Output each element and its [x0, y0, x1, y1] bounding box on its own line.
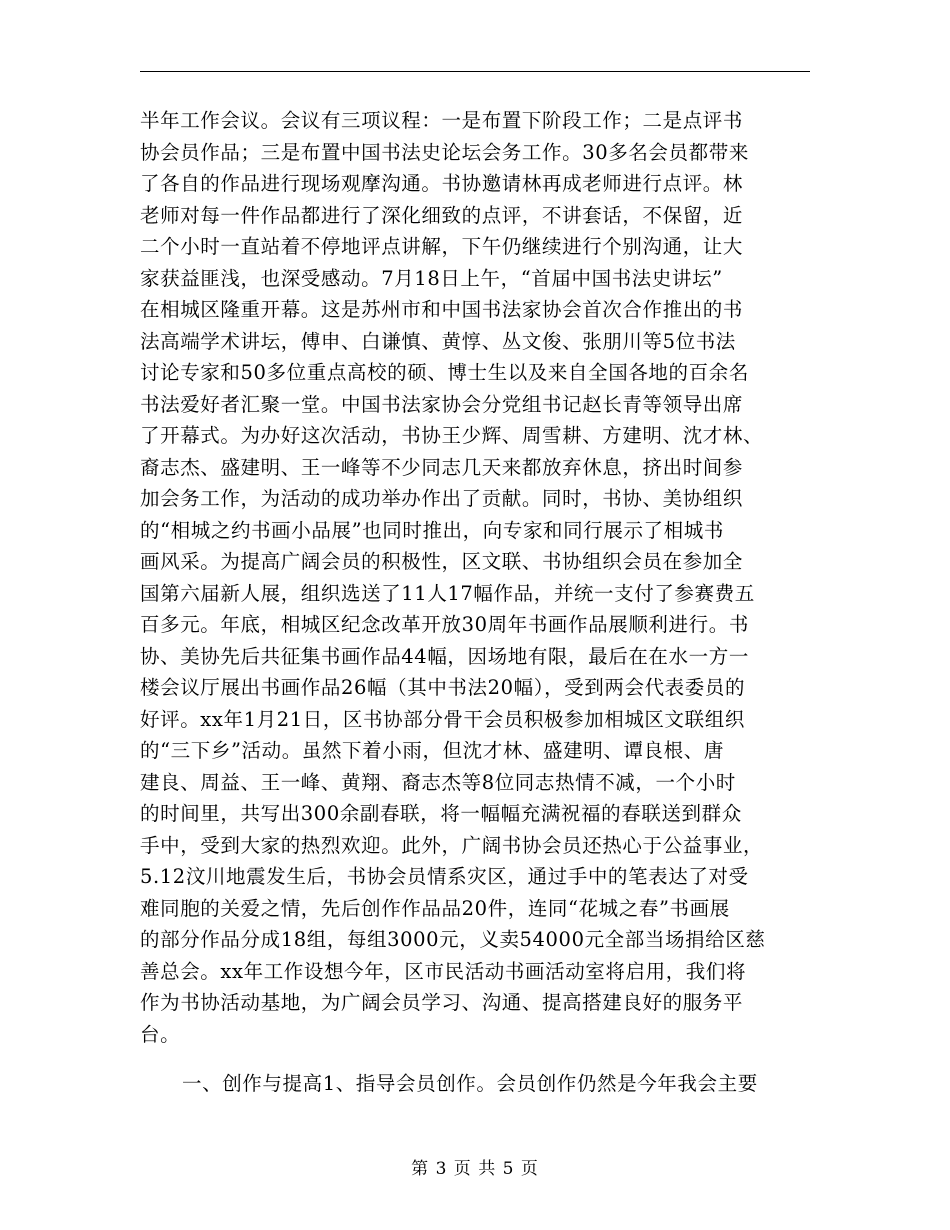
text-line: 讨论专家和50多位重点高校的硕、博士生以及来自全国各地的百余名: [140, 361, 749, 384]
text-line: 5.12汶川地震发生后，书协会员情系灾区，通过手中的笔表达了对受: [140, 865, 749, 888]
text-line: 了开幕式。为办好这次活动，书协王少辉、周雪耕、方建明、沈才林、: [140, 424, 764, 447]
header-rule: [140, 71, 810, 72]
text-line: 了各自的作品进行现场观摩沟通。书协邀请林再成老师进行点评。林: [140, 172, 744, 195]
paragraph-gap: [140, 1050, 820, 1068]
paragraph-1: [140, 105, 820, 1050]
text-line: 建良、周益、王一峰、黄翔、裔志杰等8位同志热情不减，一个小时: [140, 770, 736, 794]
text-line: 的部分作品分成18组，每组3000元，义卖54000元全部当场捐给区慈: [140, 928, 766, 951]
text-line: 善总会。xx年工作设想今年，区市民活动书画活动室将启用，我们将: [140, 959, 747, 983]
text-line: 加会务工作，为活动的成功举办作出了贡献。同时，书协、美协组织: [140, 487, 744, 510]
text-line: 书法爱好者汇聚一堂。中国书法家协会分党组书记赵长青等领导出席: [140, 392, 744, 416]
text-line: 作为书协活动基地，为广阔会员学习、沟通、提高搭建良好的服务平: [140, 991, 744, 1014]
text-line: 半年工作会议。会议有三项议程：一是布置下阶段工作；二是点评书: [140, 109, 744, 132]
text-line: 国第六届新人展，组织选送了11人17幅作品，并统一支付了参赛费五: [140, 581, 755, 605]
text-line: 在相城区隆重开幕。这是苏州市和中国书法家协会首次合作推出的书: [140, 298, 744, 321]
document-body: [140, 105, 820, 1100]
text-line: 二个小时一直站着不停地评点讲解，下午仍继续进行个别沟通，让大: [140, 235, 744, 258]
text-line: 难同胞的关爱之情，先后创作作品品20件，连同“花城之春”书画展: [140, 896, 730, 920]
text-line: 台。: [140, 1022, 181, 1046]
text-line: 好评。xx年1月21日，区书协部分骨干会员积极参加相城区文联组织: [140, 707, 745, 731]
text-line: 的时间里，共写出300余副春联，将一幅幅充满祝福的春联送到群众: [140, 802, 742, 825]
text-line: 协会员作品；三是布置中国书法史论坛会务工作。30多名会员都带来: [140, 140, 749, 164]
text-line: 手中，受到大家的热烈欢迎。此外，广阔书协会员还热心于公益事业，: [140, 833, 764, 857]
text-line: 法高端学术讲坛，傅申、白谦慎、黄惇、丛文俊、张朋川等5位书法: [140, 329, 736, 353]
text-line: 楼会议厅展出书画作品26幅（其中书法20幅），受到两会代表委员的: [140, 676, 746, 699]
text-line: 一、创作与提高1、指导会员创作。会员创作仍然是今年我会主要: [182, 1072, 758, 1095]
text-line: 画风采。为提高广阔会员的积极性，区文联、书协组织会员在参加全: [140, 550, 744, 573]
page-number-footer: 第 3 页 共 5 页: [411, 1159, 539, 1179]
text-line: 百多元。年底，相城区纪念改革开放30周年书画作品展顺利进行。书: [140, 613, 749, 636]
text-line: 家获益匪浅，也深受感动。7月18日上午，“首届中国书法史讲坛”: [140, 266, 723, 290]
text-line: 老师对每一件作品都进行了深化细致的点评，不讲套话，不保留，近: [140, 203, 744, 227]
text-line: 的“相城之约书画小品展”也同时推出，向专家和同行展示了相城书: [140, 518, 724, 542]
text-line: 的“三下乡”活动。虽然下着小雨，但沈才林、盛建明、谭良根、唐: [140, 739, 724, 762]
paragraph-2: [140, 1068, 820, 1100]
text-line: 裔志杰、盛建明、王一峰等不少同志几天来都放弃休息，挤出时间参: [140, 455, 744, 479]
text-line: 协、美协先后共征集书画作品44幅，因场地有限，最后在在水一方一: [140, 644, 749, 668]
